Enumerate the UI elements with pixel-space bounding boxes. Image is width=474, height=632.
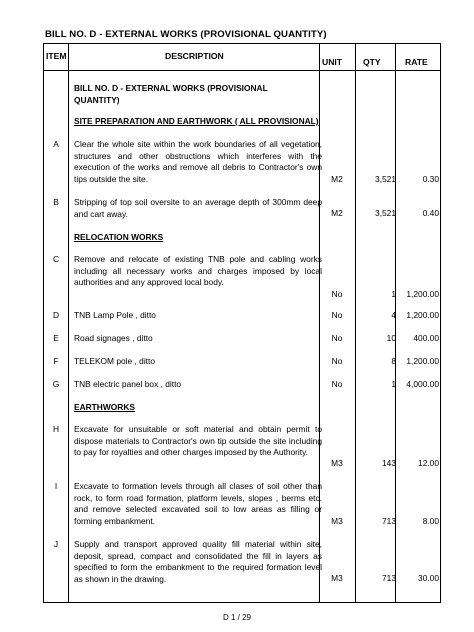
item-qty: 3,521 xyxy=(375,208,396,218)
item-unit: No xyxy=(331,333,343,343)
item-description: Clear the whole site within the work boundaries of all vegetation, structures and other obstructions which interferes with the execution of the works and remove all debris to Contractor's own tips outside the site. xyxy=(74,139,322,184)
item-qty: 713 xyxy=(382,516,396,526)
item-rate: 0.40 xyxy=(422,208,439,218)
column-divider xyxy=(68,44,69,602)
item-qty: 4 xyxy=(391,310,396,320)
page-number: D 1 / 29 xyxy=(222,613,251,622)
item-code: E xyxy=(53,333,59,343)
section-heading-earthworks: EARTHWORKS xyxy=(74,402,135,412)
item-qty: 3,521 xyxy=(375,174,396,184)
item-rate: 4,000.00 xyxy=(406,379,439,389)
item-unit: M3 xyxy=(331,458,343,468)
header-item: ITEM xyxy=(46,51,67,61)
item-qty: 143 xyxy=(382,458,396,468)
header-qty: QTY xyxy=(363,57,381,67)
item-unit: M2 xyxy=(331,208,343,218)
header-rate: RATE xyxy=(405,57,428,67)
item-qty: 8 xyxy=(391,356,396,366)
item-code: I xyxy=(54,481,58,491)
item-code: H xyxy=(52,424,60,434)
item-description: TNB electric panel box , ditto xyxy=(74,379,182,389)
item-rate: 1,200.00 xyxy=(406,310,439,320)
item-description: Supply and transport approved quality fill material within site, deposit, spread, compact and consolidated the fill in layers as specified to form the embankment to the required formation level as shown in the drawing. xyxy=(74,539,322,584)
item-unit: No xyxy=(331,356,343,366)
item-code: A xyxy=(53,139,59,149)
item-code: B xyxy=(53,197,59,207)
column-divider xyxy=(355,44,356,602)
item-rate: 12.00 xyxy=(418,458,439,468)
bill-of-quantities-table xyxy=(43,43,441,603)
item-code: F xyxy=(53,356,59,366)
item-qty: 713 xyxy=(382,573,396,583)
item-unit: No xyxy=(331,289,343,299)
item-unit: No xyxy=(331,310,343,320)
item-qty: 1 xyxy=(391,289,396,299)
item-rate: 400.00 xyxy=(413,333,439,343)
item-unit: No xyxy=(331,379,343,389)
item-rate: 1,200.00 xyxy=(406,356,439,366)
item-qty: 1 xyxy=(391,379,396,389)
item-rate: 30.00 xyxy=(418,573,439,583)
section-heading-site-preparation: SITE PREPARATION AND EARTHWORK ( ALL PROVISIONAL) xyxy=(74,116,319,126)
item-description: Remove and relocate of existing TNB pole and cabling works including all necessary works and charges imposed by local authorities and any approved local body. xyxy=(74,254,322,288)
item-description: TELEKOM pole , ditto xyxy=(74,356,155,366)
header-unit: UNIT xyxy=(322,57,343,67)
header-divider xyxy=(44,70,440,71)
item-unit: M2 xyxy=(331,174,343,184)
item-description: Road signages , ditto xyxy=(74,333,153,343)
section-heading-relocation-works: RELOCATION WORKS xyxy=(74,232,164,242)
item-qty: 10 xyxy=(386,333,396,343)
item-code: G xyxy=(52,379,60,389)
item-description: Excavate to formation levels through all clases of soil other than rock, to form road formation, platform levels, slopes , berms etc. and remove selected excavated soil to low areas as filling or forming embankment. xyxy=(74,481,322,526)
item-unit: M3 xyxy=(331,516,343,526)
item-description: TNB Lamp Pole , ditto xyxy=(74,310,156,320)
item-code: J xyxy=(53,539,59,549)
item-description: Stripping of top soil oversite to an average depth of 300mm deep and cart away. xyxy=(74,197,322,219)
bill-title: BILL NO. D - EXTERNAL WORKS (PROVISIONAL QUANTITY) xyxy=(74,83,268,105)
header-description: DESCRIPTION xyxy=(165,51,224,61)
item-rate: 0.30 xyxy=(422,174,439,184)
item-code: D xyxy=(52,310,60,320)
page-title: BILL NO. D - EXTERNAL WORKS (PROVISIONAL QUANTITY) xyxy=(45,29,327,40)
item-rate: 8.00 xyxy=(422,516,439,526)
item-unit: M3 xyxy=(331,573,343,583)
item-description: Excavate for unsuitable or soft material and obtain permit to dispose materials to Contractor's own tip outside the site including to pay for royalties and other charges imposed by the Authority. xyxy=(74,424,322,458)
item-code: C xyxy=(52,254,60,264)
item-rate: 1,200.00 xyxy=(406,289,439,299)
